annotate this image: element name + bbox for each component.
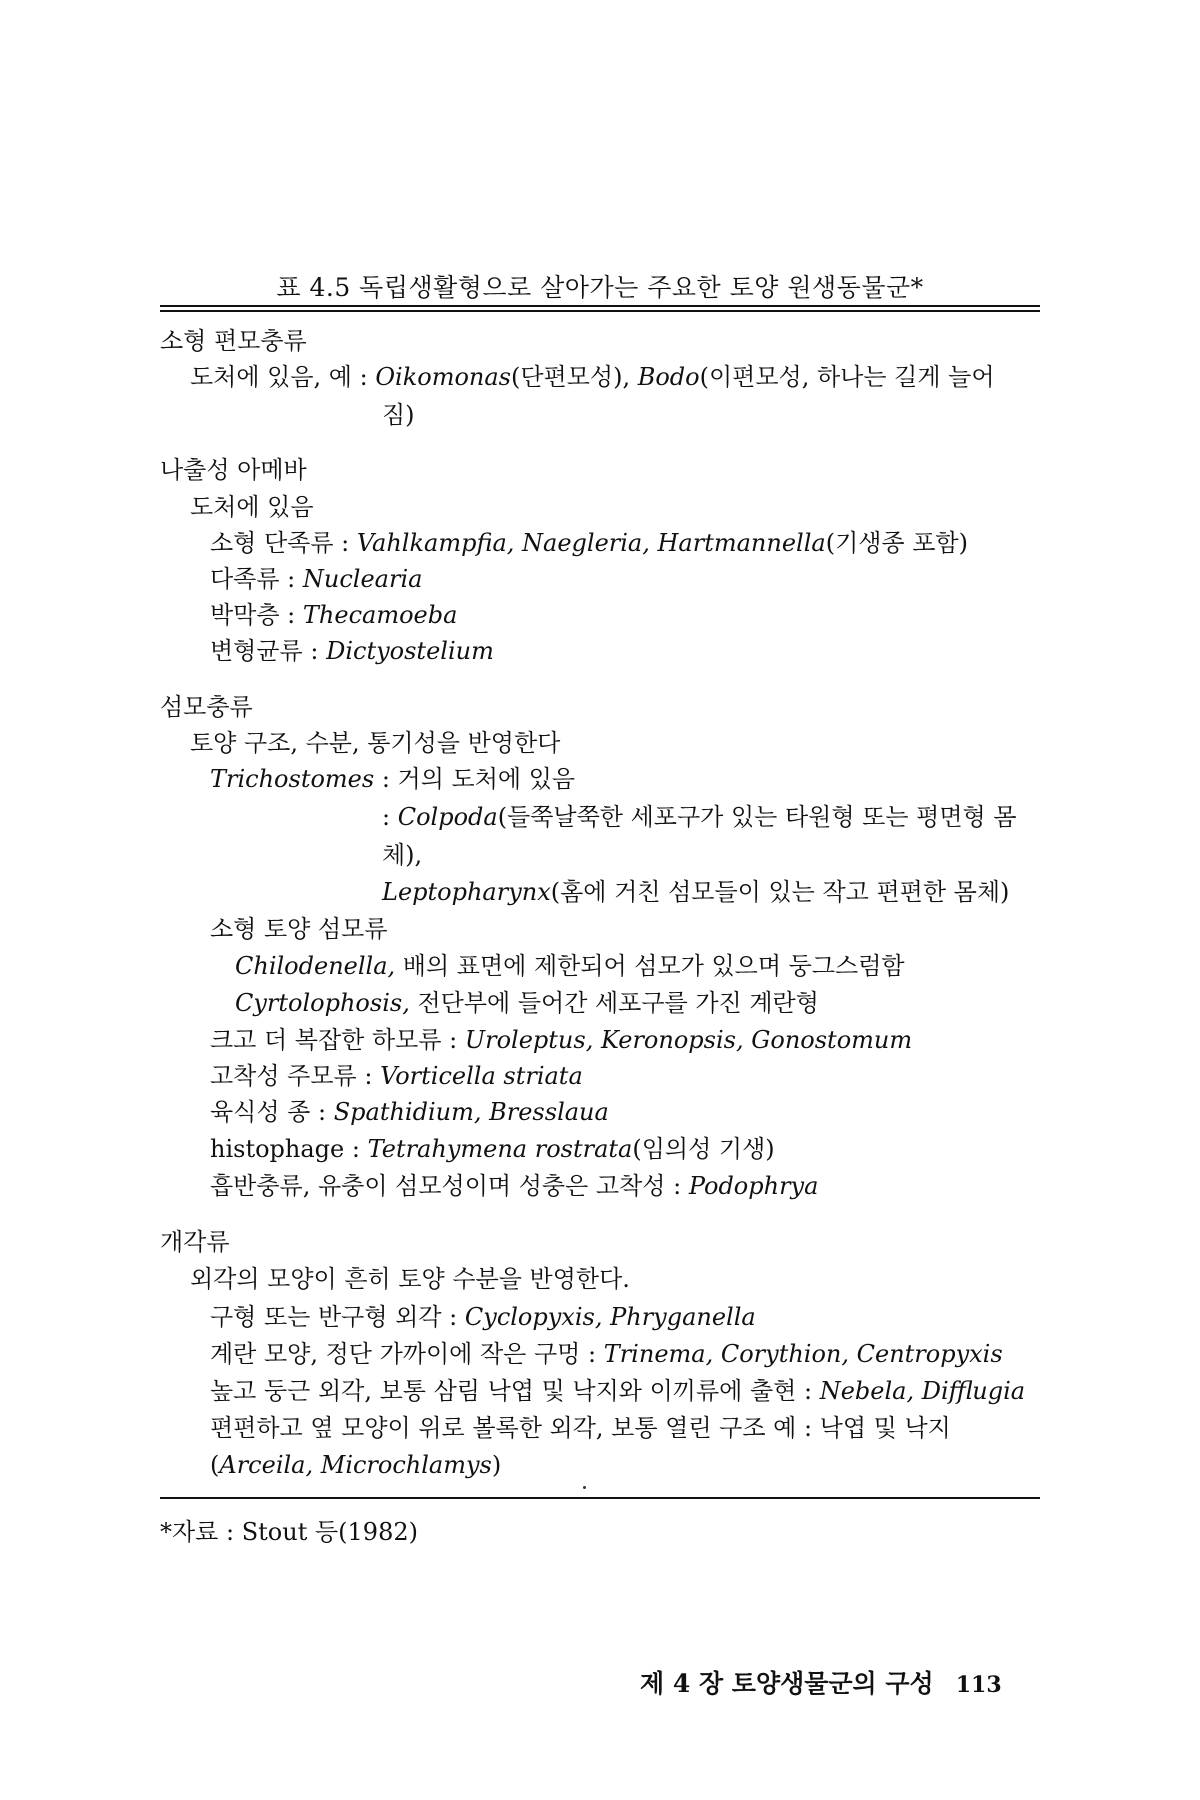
taxon-name: Spathidium, Bresslaua xyxy=(333,1098,609,1126)
taxon-name: Trinema, Corythion, Centropyxis xyxy=(603,1340,1003,1368)
bottom-rule xyxy=(160,1497,1040,1499)
entry-line xyxy=(210,1302,756,1332)
entry-text: (들쭉날쭉한 세포구가 있는 타원형 또는 평면형 몸 xyxy=(497,803,1017,831)
top-rule xyxy=(160,305,1040,307)
entry-line xyxy=(382,802,1017,832)
entry-line xyxy=(210,1025,912,1055)
entry-text: 다족류 : xyxy=(210,565,303,593)
taxon-name: Trichostomes xyxy=(210,765,375,793)
section-heading: 소형 편모충류 xyxy=(160,327,307,355)
section-heading: 섬모충류 xyxy=(160,693,253,721)
entry-line: 편편하고 옆 모양이 위로 볼록한 외각, 보통 열린 구조 예 : 낙엽 및 낙지 xyxy=(210,1414,951,1442)
taxon-name: Cyrtolophosis, xyxy=(235,989,410,1017)
taxon-name: Dictyostelium xyxy=(326,637,494,665)
taxon-name: Oikomonas xyxy=(375,363,511,391)
entry-line xyxy=(210,1450,501,1480)
entry-line xyxy=(210,1097,609,1127)
entry-line xyxy=(210,1061,583,1091)
entry-text: 변형균류 : xyxy=(210,637,327,665)
entry-text: : 거의 도처에 있음 xyxy=(374,765,576,793)
entry-line xyxy=(210,1171,818,1201)
page-footer xyxy=(640,1664,1002,1700)
entry-text: 육식성 종 : xyxy=(210,1098,334,1126)
entry-text: : xyxy=(382,803,398,831)
entry-text: (임의성 기생) xyxy=(632,1135,775,1163)
entry-line: 체), xyxy=(382,841,423,869)
entry-text: 고착성 주모류 : xyxy=(210,1062,381,1090)
taxon-name: Vahlkampfia, Naegleria, Hartmannella xyxy=(356,529,826,557)
taxon-name: Vorticella striata xyxy=(380,1062,583,1090)
entry-line xyxy=(210,1376,1025,1406)
entry-line: 토양 구조, 수분, 통기성을 반영한다 xyxy=(190,729,561,757)
taxon-name: Colpoda xyxy=(397,803,498,831)
entry-text: 소형 단족류 : xyxy=(210,529,357,557)
entry-line: 외각의 모양이 흔히 토양 수분을 반영한다. xyxy=(190,1265,630,1293)
entry-line: 짐) xyxy=(382,401,415,429)
taxon-name: Arceila, Microchlamys xyxy=(219,1451,492,1479)
page-number: 113 xyxy=(955,1672,1002,1698)
section-heading: 개각류 xyxy=(160,1228,230,1256)
entry-line xyxy=(210,600,457,630)
taxon-name: Nuclearia xyxy=(302,565,423,593)
entry-text: 전단부에 들어간 세포구를 가진 계란형 xyxy=(409,989,819,1017)
entry-text: ( xyxy=(210,1451,220,1479)
taxon-name: Tetrahymena rostrata xyxy=(367,1135,633,1163)
entry-text: ) xyxy=(491,1451,502,1479)
entry-text: 배의 표면에 제한되어 섬모가 있으며 둥그스럼함 xyxy=(395,952,905,980)
entry-text: (홈에 거친 섬모들이 있는 작고 편편한 몸체) xyxy=(550,878,1010,906)
entry-text: histophage : xyxy=(210,1135,368,1163)
taxon-name: Thecamoeba xyxy=(302,601,458,629)
entry-line xyxy=(210,636,494,666)
entry-text: 도처에 있음, 예 : xyxy=(190,363,376,391)
table-title: 표 4.5 독립생활형으로 살아가는 주요한 토양 원생동물군* xyxy=(276,273,924,302)
entry-text: (기생종 포함) xyxy=(825,529,968,557)
taxon-name: Uroleptus, Keronopsis, Gonostomum xyxy=(464,1026,913,1054)
entry-line xyxy=(235,951,905,981)
entry-line: 소형 토양 섬모류 xyxy=(210,915,388,943)
entry-text: 크고 더 복잡한 하모류 : xyxy=(210,1026,465,1054)
speck xyxy=(583,1486,586,1489)
entry-line xyxy=(235,988,819,1018)
entry-text: (이편모성, 하나는 길게 늘어 xyxy=(699,363,995,391)
entry-text: 흡반충류, 유충이 섬모성이며 성충은 고착성 : xyxy=(210,1172,689,1200)
entry-text: 박막층 : xyxy=(210,601,303,629)
taxon-name: Podophrya xyxy=(688,1172,819,1200)
entry-line xyxy=(190,362,995,392)
entry-line: 도처에 있음 xyxy=(190,493,314,521)
entry-line xyxy=(210,564,422,594)
chapter-title: 제 4 장 토양생물군의 구성 xyxy=(640,1669,934,1698)
entry-line xyxy=(210,528,968,558)
entry-line xyxy=(210,764,575,794)
top-rule-second xyxy=(160,310,1040,312)
entry-text: 높고 둥근 외각, 보통 삼림 낙엽 및 낙지와 이끼류에 출현 : xyxy=(210,1377,820,1405)
entry-line xyxy=(382,877,1009,907)
section-heading: 나출성 아메바 xyxy=(160,456,307,484)
taxon-name: Bodo xyxy=(637,363,700,391)
taxon-name: Leptopharynx xyxy=(382,878,551,906)
taxon-name: Cyclopyxis, Phryganella xyxy=(464,1303,756,1331)
entry-text: 구형 또는 반구형 외각 : xyxy=(210,1303,465,1331)
entry-text: 계란 모양, 정단 가까이에 작은 구멍 : xyxy=(210,1340,604,1368)
entry-line xyxy=(210,1134,775,1164)
entry-line xyxy=(210,1339,1003,1369)
taxon-name: Chilodenella, xyxy=(235,952,396,980)
taxon-name: Nebela, Difflugia xyxy=(819,1377,1026,1405)
source-footnote: *자료 : Stout 등(1982) xyxy=(160,1518,418,1546)
entry-text: (단편모성), xyxy=(510,363,638,391)
